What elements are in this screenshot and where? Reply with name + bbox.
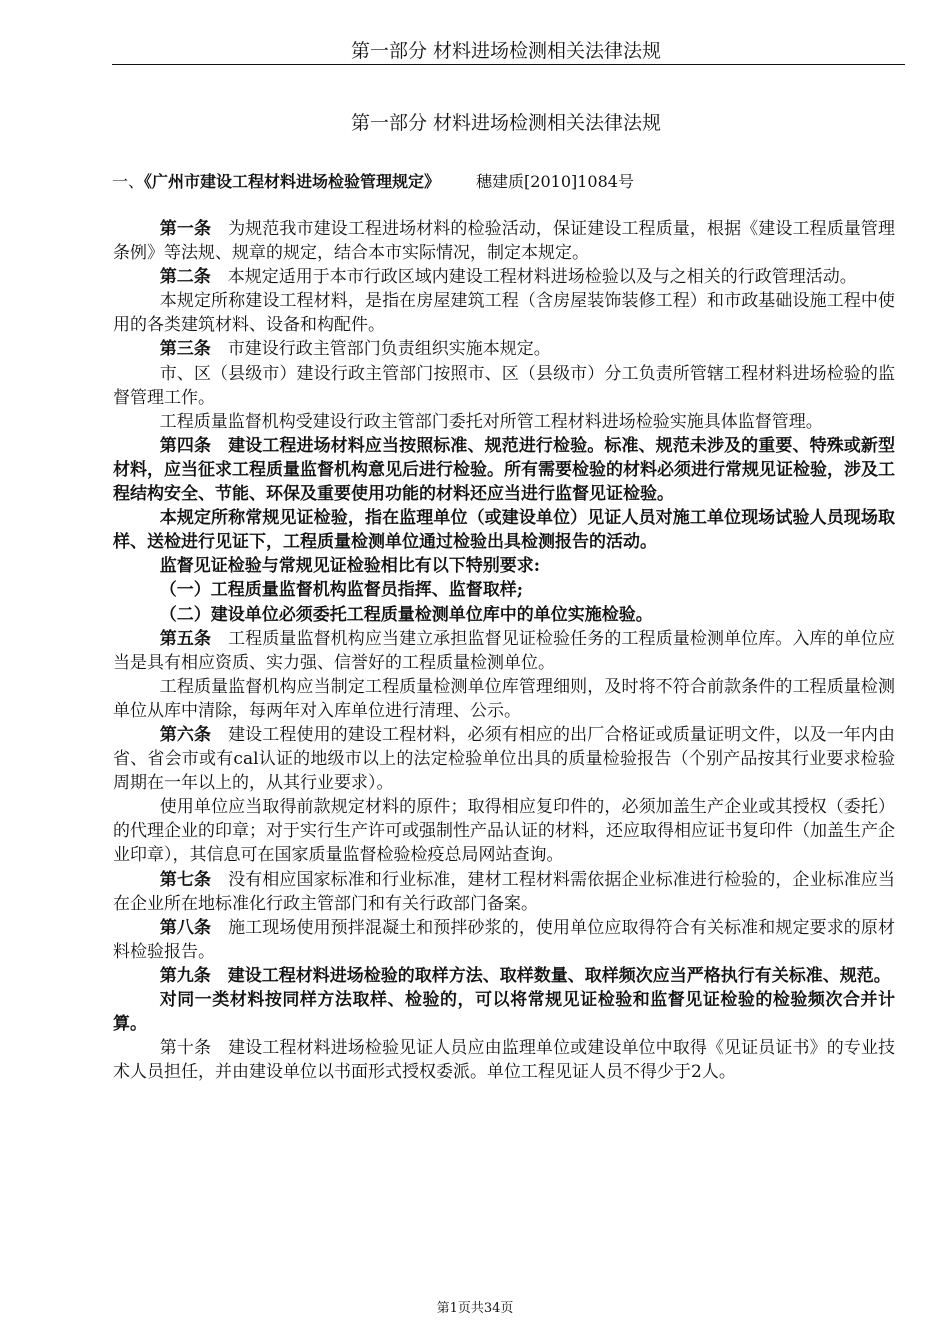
list-item: （一）工程质量监督机构监督员指挥、监督取样;	[159, 580, 524, 601]
article-1	[113, 217, 895, 265]
paragraph: 使用单位应当取得前款规定材料的原件；取得相应复印件的，必须加盖生产企业或其授权（委托）的代理企业的印章；对于实行生产许可或强制性产品认证的材料，还应取得相应证书复印件（加盖生产企业印章），其信息可在国家质量监督检验检疫总局网站查询。	[113, 797, 895, 866]
article-label: 第四条	[159, 435, 212, 456]
article-label: 第三条	[159, 339, 211, 360]
article-text: 建设工程使用的建设工程材料，必须有相应的出厂合格证或质量证明文件，以及一年内由省、省会市或有cal认证的地级市以上的法定检验单位出具的质量检验报告（个别产品按其行业要求检验周期在一年以上的，从其行业要求）。	[113, 724, 895, 794]
article-6	[113, 723, 895, 795]
article-8	[113, 916, 895, 964]
section-name: 《广州市建设工程材料进场检验管理规定》	[144, 172, 441, 191]
paragraph: 工程质量监督机构应当制定工程质量检测单位库管理细则，及时将不符合前款条件的工程质量检测单位从库中清除，每两年对入库单位进行清理、公示。	[113, 676, 895, 721]
article-text: 建设工程材料进场检验的取样方法、取样数量、取样频次应当严格执行有关标准、规范。	[227, 965, 891, 986]
page-footer: 第1页共34页	[436, 1301, 514, 1316]
article-3	[113, 337, 895, 361]
article-label: 第二条	[159, 267, 211, 288]
page-title: 第一部分 材料进场检测相关法律法规	[350, 112, 662, 134]
article-text: 没有相应国家标准和行业标准，建材工程材料需依据企业标准进行检验的，企业标准应当在企业所在地标准化行政主管部门和有关行政部门备案。	[113, 869, 895, 914]
list-item: （二）建设单位必须委托工程质量检测单位库中的单位实施检验。	[159, 604, 653, 625]
section-code: 穗建质[2010]1084号	[476, 172, 634, 191]
article-text: 本规定适用于本市行政区域内建设工程材料进场检验以及与之相关的行政管理活动。	[227, 267, 857, 288]
article-text: 为规范我市建设工程进场材料的检验活动，保证建设工程质量，根据《建设工程质量管理条例》等法规、规章的规定，结合本市实际情况，制定本规定。	[113, 219, 895, 264]
paragraph: 本规定所称常规见证检验，指在监理单位（或建设单位）见证人员对施工单位现场试验人员现场取样、送检进行见证下，工程质量检测单位通过检验出具检测报告的活动。	[113, 508, 895, 553]
running-header: 第一部分 材料进场检测相关法律法规	[350, 40, 662, 62]
article-label: 第九条	[159, 965, 211, 986]
article-label: 第八条	[159, 917, 212, 938]
article-10	[113, 1036, 895, 1084]
article-text: 建设工程材料进场检验见证人员应由监理单位或建设单位中取得《见证员证书》的专业技术人员担任，并由建设单位以书面形式授权委派。单位工程见证人员不得少于2人。	[113, 1038, 895, 1083]
article-9	[113, 964, 895, 988]
section-heading	[112, 170, 900, 194]
paragraph: 本规定所称建设工程材料，是指在房屋建筑工程（含房屋装饰装修工程）和市政基础设施工程中使用的各类建筑材料、设备和构配件。	[113, 291, 895, 336]
article-7	[113, 868, 895, 916]
article-text: 市建设行政主管部门负责组织实施本规定。	[227, 339, 551, 360]
article-5	[113, 627, 895, 675]
article-text: 施工现场使用预拌混凝土和预拌砂浆的，使用单位应取得符合有关标准和规定要求的原材料检验报告。	[113, 917, 895, 962]
article-label: 第五条	[159, 628, 212, 649]
paragraph: 工程质量监督机构受建设行政主管部门委托对所管工程材料进场检验实施具体监督管理。	[159, 411, 823, 432]
paragraph: 对同一类材料按同样方法取样、检验的，可以将常规见证检验和监督见证检验的检验频次合并计算。	[113, 990, 895, 1035]
section-number: 一、	[112, 172, 145, 191]
header-rule	[112, 64, 905, 65]
article-label: 第十条	[159, 1038, 212, 1059]
document-body	[113, 217, 895, 1084]
paragraph: 市、区（县级市）建设行政主管部门按照市、区（县级市）分工负责所管辖工程材料进场检验的监督管理工作。	[113, 363, 895, 408]
article-text: 建设工程进场材料应当按照标准、规范进行检验。标准、规范未涉及的重要、特殊或新型材料，应当征求工程质量监督机构意见后进行检验。所有需要检验的材料必须进行常规见证检验，涉及工程结构安全、节能、环保及重要使用功能的材料还应当进行监督见证检验。	[113, 435, 895, 505]
article-4	[113, 434, 895, 506]
paragraph: 监督见证检验与常规见证检验相比有以下特别要求:	[159, 556, 541, 577]
article-label: 第六条	[159, 724, 212, 745]
article-text: 工程质量监督机构应当建立承担监督见证检验任务的工程质量检测单位库。入库的单位应当是具有相应资质、实力强、信誉好的工程质量检测单位。	[113, 628, 895, 673]
article-label: 第一条	[159, 219, 212, 239]
article-label: 第七条	[159, 869, 212, 890]
article-2	[113, 265, 895, 289]
